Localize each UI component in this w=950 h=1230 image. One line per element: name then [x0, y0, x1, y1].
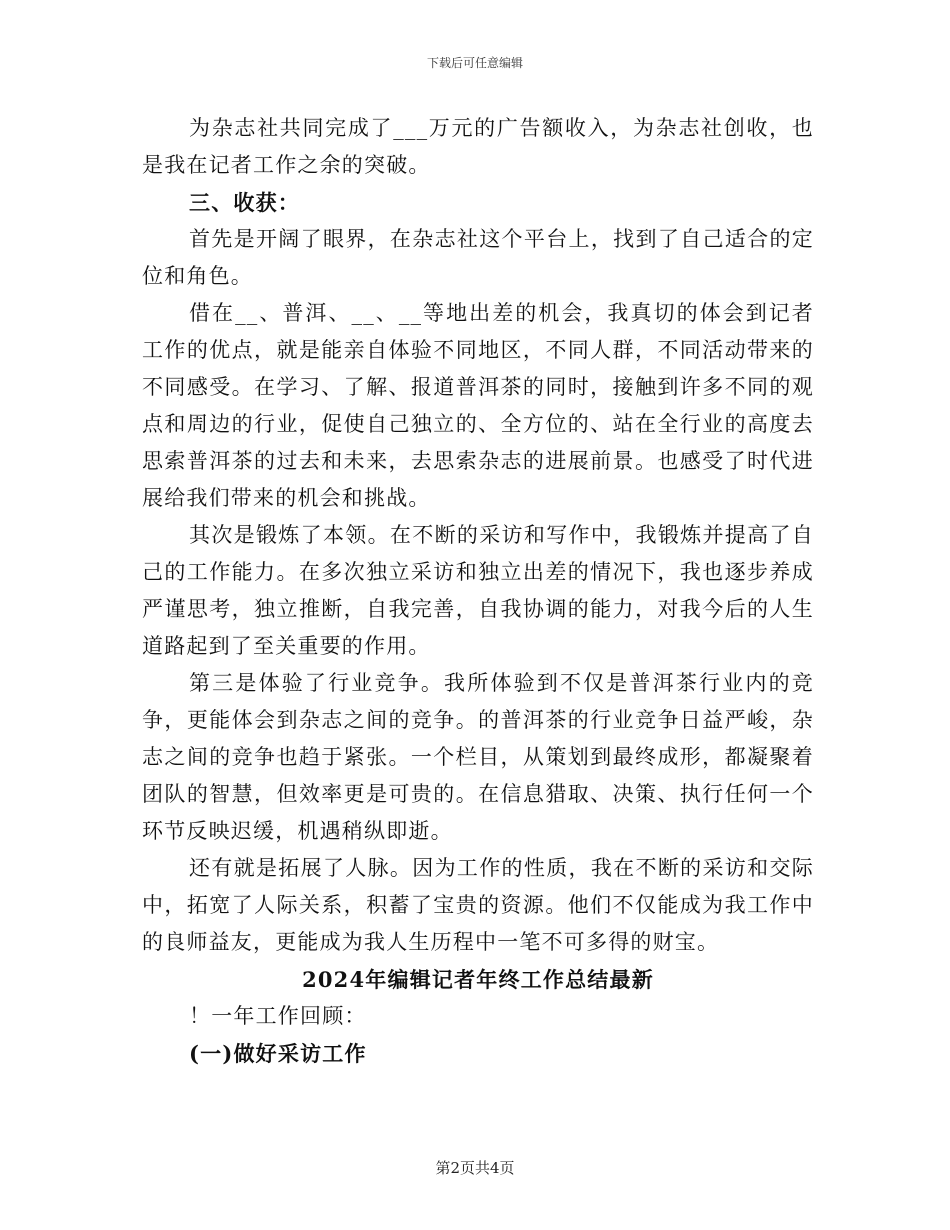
- paragraph-ad-revenue: 为杂志社共同完成了___万元的广告额收入，为杂志社创收，也是我在记者工作之余的突破。: [142, 116, 814, 177]
- document-body: [142, 110, 814, 1072]
- paragraph-skills: 其次是锻炼了本领。在不断的采访和写作中，我锻炼并提高了自己的工作能力。在多次独立采访和独立出差的情况下，我也逐步养成严谨思考，独立推断，自我完善，自我协调的能力，对我今后的人生道路起到了至关重要的作用。: [142, 523, 814, 658]
- page-header: 下载后可任意编辑: [426, 56, 523, 70]
- paragraph-business-trips: 借在__、普洱、__、__等地出差的机会，我真切的体会到记者工作的优点，就是能亲自体验不同地区，不同人群，不同活动带来的不同感受。在学习、了解、报道普洱茶的同时，接触到许多不同的观点和周边的行业，促使自己独立的、全方位的、站在全行业的高度去思索普洱茶的过去和未来，去思索杂志的进展前景。也感受了时代进展给我们带来的机会和挑战。: [142, 301, 814, 510]
- paragraph-network: 还有就是拓展了人脉。因为工作的性质，我在不断的采访和交际中，拓宽了人际关系，积蓄了宝贵的资源。他们不仅能成为我工作中的良师益友，更能成为我人生历程中一笔不可多得的财宝。: [142, 856, 814, 954]
- section-heading-interview: (一)做好采访工作: [189, 1041, 367, 1066]
- paragraph-broaden-horizon: 首先是开阔了眼界，在杂志社这个平台上，找到了自己适合的定位和角色。: [142, 227, 814, 288]
- document-title: 2024年编辑记者年终工作总结最新: [302, 967, 654, 992]
- section-heading-harvest: 三、收获：: [189, 190, 300, 215]
- paragraph-year-review: ！一年工作回顾：: [189, 1004, 367, 1028]
- paragraph-competition: 第三是体验了行业竞争。我所体验到不仅是普洱茶行业内的竞争，更能体会到杂志之间的竞争。的普洱茶的行业竞争日益严峻，杂志之间的竞争也趋于紧张。一个栏目，从策划到最终成形，都凝聚着团队的智慧，但效率更是可贵的。在信息猎取、决策、执行任何一个环节反映迟缓，机遇稍纵即逝。: [142, 671, 814, 843]
- page-number: 第2页共4页: [435, 1159, 515, 1177]
